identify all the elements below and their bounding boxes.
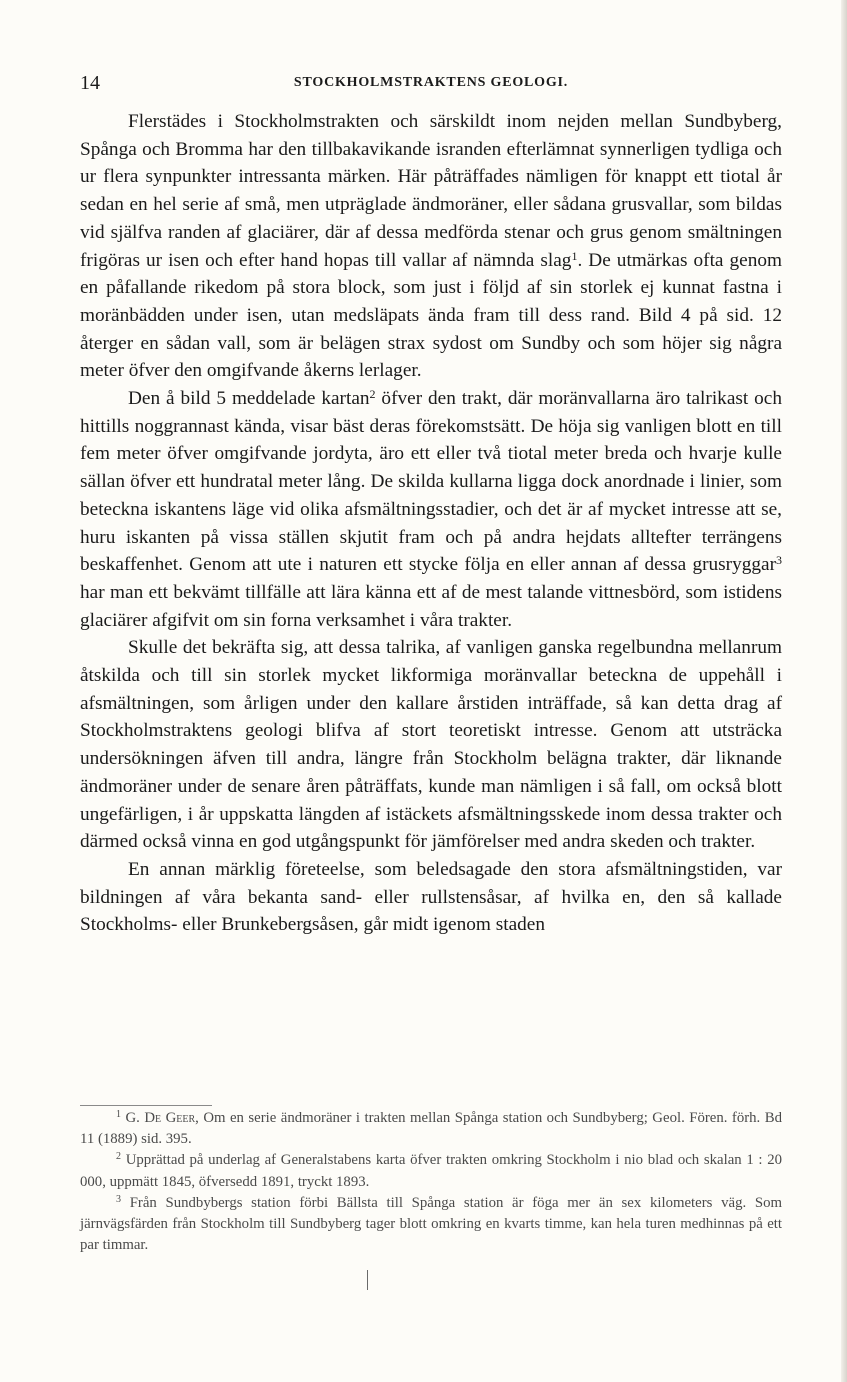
paragraph-2-text-a: Den å bild 5 meddelade kartan <box>128 388 370 410</box>
footnote-text: Från Sundbybergs station förbi Bällsta till Spånga station är föga mer än sex kilometers väg. Som järnvägsfärden från Stockholm till Sundbyberg tager blott omkring en kvarts timme, kan hela turen medhinnas på ett par timmar. <box>80 1194 782 1254</box>
paragraph-3: Skulle det bekräfta sig, att dessa talrika, af vanligen ganska regelbundna mellanrum åtskilda och till sin storlek mycket likformiga moränvallar beteckna de uppehåll i afsmältningen, som årligen under den kallare årstiden inträffade, så kan detta drag af Stockholmstraktens geologi blifva af stort teoretiskt intresse. Genom att utsträcka undersökningen äfven till andra, längre från Stockholm belägna trakter, där liknande ändmoräner under de senare åren påträffats, kunde man nämligen i så fall, om också blott ungefärligen, i år uppskatta längden af istäckets afsmältningsskede inom dessa trakter och därmed också vinna en god utgångspunkt för jämförelser med andra skeden och trakter. <box>80 637 782 853</box>
footnote-ref-3: 3 <box>776 553 782 568</box>
paragraph-1-text-a: Flerstädes i Stockholmstrakten och särskildt inom nejden mellan Sundbyberg, Spånga och Bromma har den tillbakavikande isranden efterlämnat synnerligen tydliga och ur flera synpunkter intressanta märken. Här påträffades nämligen för knappt ett tiotal år sedan en hel serie af små, men utpräglade ändmoräner, eller sådana grusvallar, som bildas vid själfva randen af glaciärer, där af dessa medförda stenar och grus genom smältningen frigöras ur isen och efter hand hopas till vallar af nämnda slag <box>80 111 782 271</box>
page-number: 14 <box>80 72 100 94</box>
footnote-1 <box>80 1108 782 1150</box>
footnote-divider <box>80 1105 212 1106</box>
footnote-3 <box>80 1193 782 1257</box>
footnote-mark: 3 <box>116 1193 121 1205</box>
footnote-text: Upprättad på underlag af Generalstabens karta öfver trakten omkring Stockholm i nio blad och skalan 1 : 20 000, uppmätt 1845, öfversedd 1891, tryckt 1893. <box>80 1152 783 1190</box>
paragraph-1-text-b: . De utmärkas ofta genom en påfallande rikedom på stora block, som just i följd af sin storlek ej kunnat fastna i moränbädden under isen, utan medsläpats ända fram till dess rand. Bild 4 på sid. 12 återger en sådan vall, som är belägen strax sydost om Sundby och som höjer sig några meter öfver den omgifvande åkerns lerlager. <box>80 249 782 382</box>
paragraph-2-text-c: har man ett bekvämt tillfälle att lära känna ett af de mest talande vittnesbörd, som istidens glaciärer afgifvit om sin forna verksamhet i våra trakter. <box>80 581 782 631</box>
footnote-2 <box>80 1150 782 1192</box>
running-title: STOCKHOLMSTRAKTENS GEOLOGI. <box>293 75 569 90</box>
paragraph-2 <box>80 385 782 634</box>
footnote-ref-2: 2 <box>369 387 376 402</box>
footnotes <box>80 1108 782 1256</box>
print-mark <box>367 1270 368 1290</box>
footnote-ref-1: 1 <box>571 248 578 263</box>
footnote-mark: 1 <box>116 1109 121 1120</box>
running-head <box>80 72 782 96</box>
paragraph-1 <box>80 108 782 385</box>
footnote-author-initial: G. <box>125 1110 145 1126</box>
body-text <box>80 108 782 939</box>
paragraph-2-text-b: öfver den trakt, där moränvallarna äro talrikast och hittills noggrannast kända, visar bäst deras förekomstsätt. De höja sig vanligen blott en till fem meter öfver omgifvande jordyta, äro ett eller två tiotal meter breda och hvarje kulle sällan öfver ett hundratal meter lång. De skilda kullarna ligga dock anordnade i linier, som beteckna iskantens läge vid olika afsmältningsstadier, och det är af mycket intresse att se, huru iskanten på vissa ställen skjutit fram och på andra hejdats alltefter terrängens beskaffenhet. Genom att ute i naturen ett stycke följa en eller annan af dessa grusryggar <box>80 388 782 576</box>
footnote-mark: 2 <box>116 1151 121 1163</box>
footnote-author-name: De Geer <box>144 1110 196 1126</box>
page-edge <box>841 0 847 1382</box>
footnote-text: , Om en serie ändmoräner i trakten mellan Spånga station och Sundbyberg; Geol. Fören. förh. Bd 11 (1889) sid. 395. <box>80 1110 782 1148</box>
paragraph-4: En annan märklig företeelse, som beledsagade den stora afsmältningstiden, var bildningen af våra bekanta sand- eller rullstensåsar, af hvilka en, den så kallade Stockholms- eller Brunkebergsåsen, går midt igenom staden <box>80 858 782 936</box>
